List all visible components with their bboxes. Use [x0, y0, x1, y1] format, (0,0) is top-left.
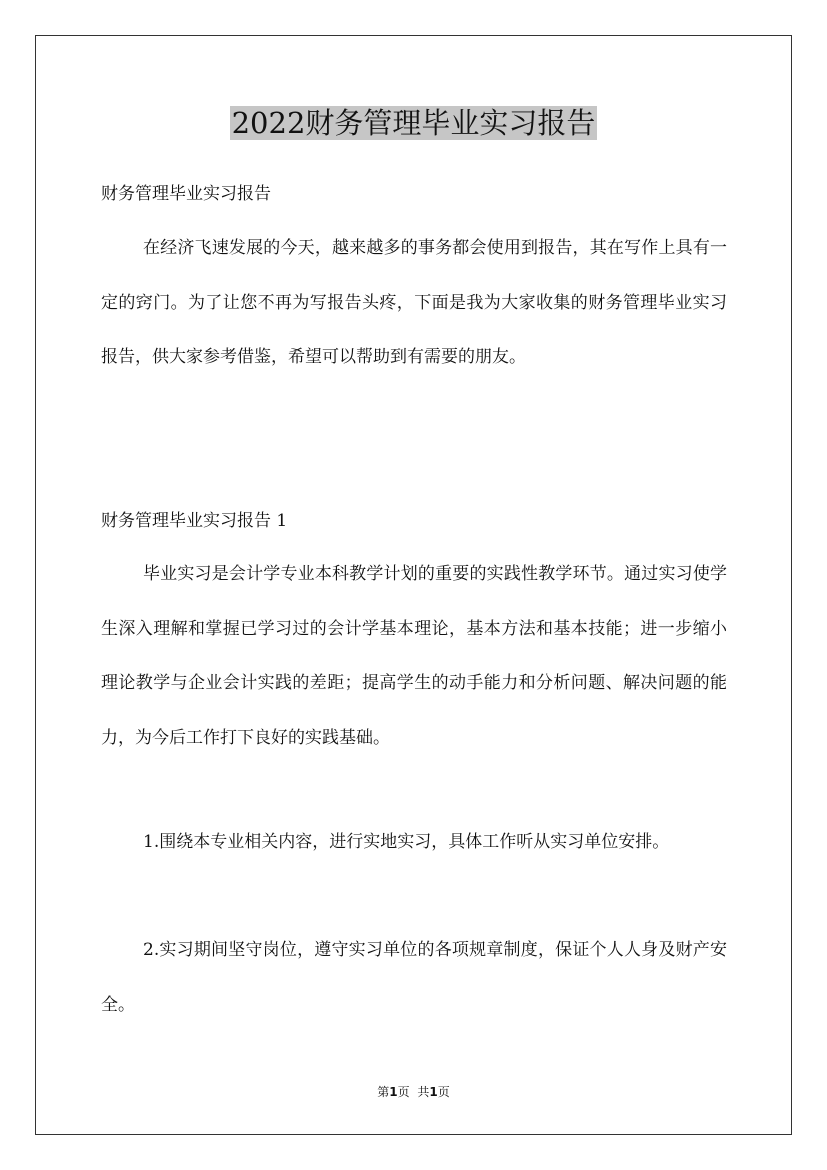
- section-1-paragraph-2: 1.围绕本专业相关内容，进行实地实习，具体工作听从实习单位安排。: [143, 832, 670, 852]
- document-title: [0, 103, 827, 143]
- section-1-heading: 财务管理毕业实习报告 1: [101, 511, 288, 531]
- footer-total-suffix: 页: [437, 1085, 450, 1099]
- footer-total-prefix: 共: [417, 1085, 430, 1099]
- document-subtitle: 财务管理毕业实习报告: [101, 184, 271, 204]
- intro-paragraph: 在经济飞速发展的今天，越来越多的事务都会使用到报告，其在写作上具有一定的窍门。为了让您不再为写报告头疼，下面是我为大家收集的财务管理毕业实习报告，供大家参考借鉴，希望可以帮助到有需要的朋友。: [101, 238, 727, 367]
- footer-page-number: 1: [389, 1085, 398, 1099]
- footer-page-prefix: 第: [377, 1085, 390, 1099]
- footer-total-number: 1: [429, 1085, 438, 1099]
- page-footer: [0, 1084, 827, 1100]
- footer-page-suffix: 页: [397, 1085, 410, 1099]
- section-1-paragraph-1: 毕业实习是会计学专业本科教学计划的重要的实践性教学环节。通过实习使学生深入理解和掌握已学习过的会计学基本理论，基本方法和基本技能；进一步缩小理论教学与企业会计实践的差距；提高学生的动手能力和分析问题、解决问题的能力，为今后工作打下良好的实践基础。: [101, 564, 727, 748]
- document-title-text: 2022财务管理毕业实习报告: [231, 106, 596, 140]
- section-1-paragraph-3: 2.实习期间坚守岗位，遵守实习单位的各项规章制度，保证个人人身及财产安全。: [101, 940, 727, 1015]
